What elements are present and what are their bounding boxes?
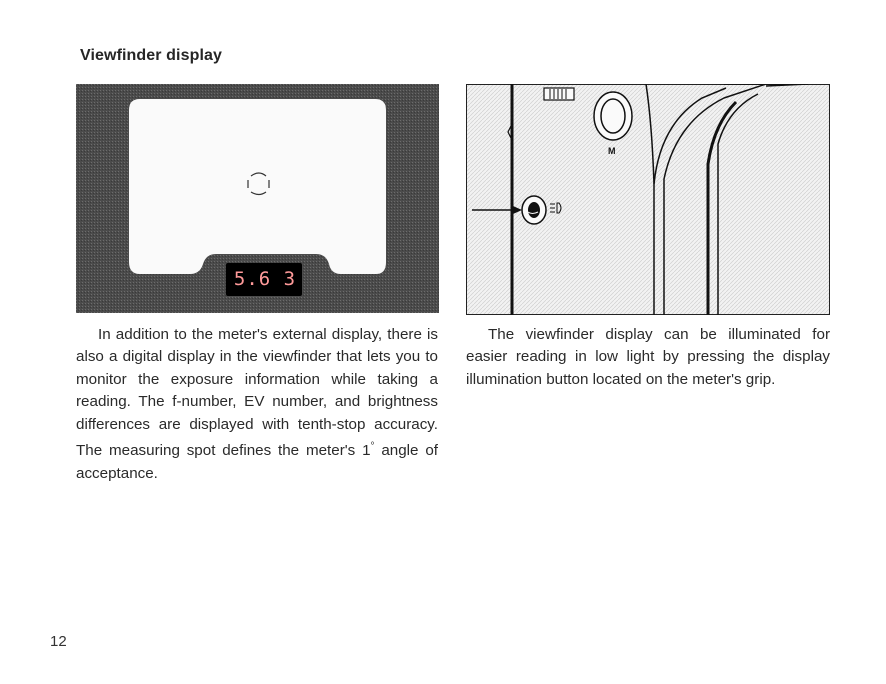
body-text-right [466,324,830,391]
illumination-button-icon [522,196,546,224]
body-text-right-paragraph: The viewfinder display can be illuminated for easier reading in low light by pressing the display illumination button located on the meter's grip. [466,326,830,388]
body-text-left [76,324,438,485]
viewfinder-screen [129,99,386,274]
digital-readout-value: 5.6 3 [233,268,297,290]
memory-button-icon [594,92,632,140]
memory-button-label: M [608,146,616,156]
page-number: 12 [50,633,67,650]
body-text-left-end: angle of acceptance. [76,442,438,482]
body-text-left-main: In addition to the meter's external display, there is also a digital display in the viewfinder that lets you to monitor the exposure information while taking a reading. The f-number, EV number, and brightness differences are displayed with tenth-stop accuracy. The measuring spot defines the meter's 1 [76,326,438,460]
meter-grip-illustration [466,84,830,315]
section-heading: Viewfinder display [80,47,222,64]
degree-symbol: ° [370,441,375,453]
slide-switch-icon [544,88,574,100]
